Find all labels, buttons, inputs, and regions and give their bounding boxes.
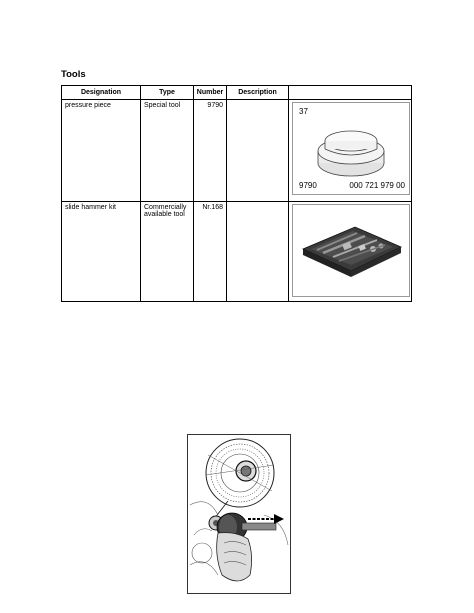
- image-label-partnumber: 000 721 979 00: [349, 181, 405, 190]
- cell-description: [227, 100, 289, 202]
- header-designation: Designation: [62, 86, 141, 100]
- cell-type: Commercially available tool: [141, 202, 194, 302]
- slide-hammer-kit-image: [292, 204, 410, 297]
- section-title: Tools: [61, 69, 86, 80]
- cell-image: [289, 202, 412, 302]
- cell-number: 9790: [194, 100, 227, 202]
- table-header-row: [62, 86, 412, 100]
- header-type: Type: [141, 86, 194, 100]
- header-number: Number: [194, 86, 227, 100]
- slide-hammer-removal-figure: [187, 434, 291, 594]
- tools-table: [61, 85, 412, 302]
- cell-number: Nr.168: [194, 202, 227, 302]
- pressure-piece-image: [292, 102, 410, 195]
- cell-designation: pressure piece: [62, 100, 141, 202]
- slide-hammer-kit-photo-icon: [293, 205, 409, 296]
- slide-hammer-removal-illustration-icon: [188, 435, 290, 593]
- cell-designation: slide hammer kit: [62, 202, 141, 302]
- image-label-top: 37: [299, 107, 308, 116]
- header-image: [289, 86, 412, 100]
- image-label-number: 9790: [299, 181, 317, 190]
- table-row: [62, 202, 412, 302]
- cell-description: [227, 202, 289, 302]
- cell-image: [289, 100, 412, 202]
- table-row: [62, 100, 412, 202]
- cell-type: Special tool: [141, 100, 194, 202]
- header-description: Description: [227, 86, 289, 100]
